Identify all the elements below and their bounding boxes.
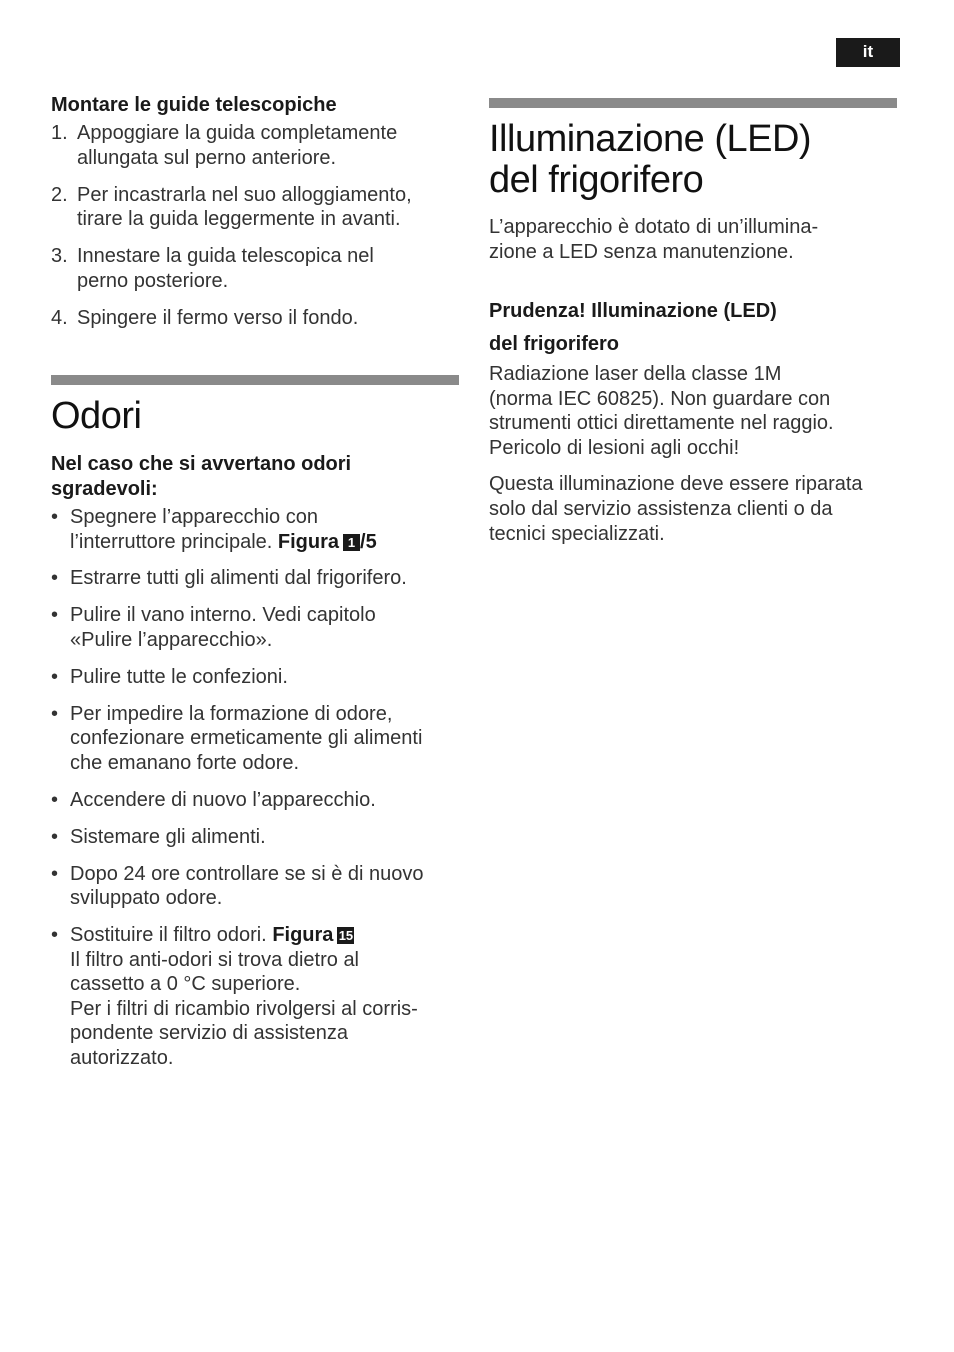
intro-line: Nel caso che si avvertano odori xyxy=(51,453,352,475)
bullet-text: Sostituire il filtro odori. Figura 15 xyxy=(70,924,354,947)
bullet-dot: • xyxy=(51,506,59,528)
intro-line: sgradevoli: xyxy=(51,478,158,500)
bullet-text: Il filtro anti-odori si trova dietro al xyxy=(70,948,360,971)
bullet-text: che emanano forte odore. xyxy=(70,751,300,774)
list-item xyxy=(51,825,461,850)
bullet-text: pondente servizio di assistenza xyxy=(70,1022,348,1045)
odori-body xyxy=(51,452,461,1083)
body-line: L’apparecchio è dotato di un’illumina- xyxy=(489,216,819,238)
bullet-dot: • xyxy=(51,604,59,627)
bullet-text: «Pulire l’apparecchio». xyxy=(70,628,273,651)
body-line: zione a LED senza manutenzione. xyxy=(489,240,794,263)
bullet-dot: • xyxy=(51,862,59,885)
bullet-text: sviluppato odore. xyxy=(70,887,223,910)
body-line: solo dal servizio assistenza clienti o da xyxy=(489,497,833,520)
bullet-text: l’interruttore principale. Figura 1 /5 xyxy=(70,530,377,553)
bullet-text: Accendere di nuovo l’apparecchio. xyxy=(70,788,376,811)
list-item xyxy=(51,306,461,331)
section-divider xyxy=(489,98,897,108)
step-text: allungata sul perno anteriore. xyxy=(77,146,337,169)
bullet-text: Sistemare gli alimenti. xyxy=(70,825,266,848)
step-text: Appoggiare la guida completamente xyxy=(77,122,398,144)
led-section xyxy=(489,119,901,201)
paragraph xyxy=(489,472,901,546)
odori-section xyxy=(51,396,461,437)
bullet-text: Pulire tutte le confezioni. xyxy=(70,665,288,688)
warning-heading xyxy=(489,295,901,361)
bullet-dot: • xyxy=(51,567,59,590)
paragraph xyxy=(489,362,901,460)
step-text: tirare la guida leggermente in avanti. xyxy=(77,208,401,231)
odori-intro xyxy=(51,452,461,502)
bullet-dot: • xyxy=(51,788,59,811)
section-title xyxy=(489,119,901,201)
list-item xyxy=(51,505,461,554)
figure-number-badge: 15 xyxy=(338,928,354,944)
list-item xyxy=(51,665,461,690)
bullet-text: Per i filtri di ricambio rivolgersi al corris- xyxy=(70,997,418,1020)
bullet-dot: • xyxy=(51,924,59,947)
warning-body xyxy=(489,362,901,546)
bullet-dot: • xyxy=(51,702,59,725)
step-text: Per incastrarla nel suo alloggiamento, xyxy=(77,183,412,206)
list-item xyxy=(51,566,461,591)
bullet-text: Per impedire la formazione di odore, xyxy=(70,702,393,725)
body-line: strumenti ottici direttamente nel raggio. xyxy=(489,412,834,435)
list-item xyxy=(51,923,461,1071)
figure-suffix: /5 xyxy=(360,530,377,553)
warning-heading-line: Prudenza! Illuminazione (LED) xyxy=(489,300,777,322)
section-divider xyxy=(51,375,459,385)
telescopic-steps xyxy=(51,121,461,331)
language-tab: it xyxy=(836,38,900,67)
step-text: perno posteriore. xyxy=(77,269,229,292)
figure-number-badge: 1 xyxy=(343,534,360,551)
step-text: Spingere il fermo verso il fondo. xyxy=(77,307,359,330)
step-text: Innestare la guida telescopica nel xyxy=(77,245,374,268)
warning-heading-line: del frigorifero xyxy=(489,333,620,355)
list-item xyxy=(51,244,461,293)
figure-reference: Figura xyxy=(277,530,340,553)
section-title: Odori xyxy=(51,395,142,437)
body-line: Radiazione laser della classe 1M xyxy=(489,363,782,385)
list-item xyxy=(51,788,461,813)
bullet-dot: • xyxy=(51,665,59,688)
list-item xyxy=(51,121,461,170)
bullet-text: Dopo 24 ore controllare se si è di nuovo xyxy=(70,862,424,885)
list-item xyxy=(51,183,461,232)
bullet-text: autorizzato. xyxy=(70,1047,174,1070)
telescopic-heading: Montare le guide telescopiche xyxy=(51,94,337,116)
step-number: 4. xyxy=(51,307,68,330)
title-line: del frigorifero xyxy=(489,159,704,201)
bullet-text: Pulire il vano interno. Vedi capitolo xyxy=(70,604,376,627)
bullet-text: confezionare ermeticamente gli alimenti xyxy=(70,727,423,750)
figure-reference: Figura xyxy=(272,924,334,947)
telescopic-section xyxy=(51,93,461,343)
body-line: Pericolo di lesioni agli occhi! xyxy=(489,436,740,459)
led-intro xyxy=(489,215,901,264)
odori-bullets xyxy=(51,505,461,1071)
bullet-dot: • xyxy=(51,825,59,848)
step-number: 3. xyxy=(51,245,68,268)
step-number: 1. xyxy=(51,122,68,144)
bullet-text: Estrarre tutti gli alimenti dal frigorifero. xyxy=(70,567,407,590)
title-line: Illuminazione (LED) xyxy=(489,118,812,160)
body-line: tecnici specializzati. xyxy=(489,522,665,545)
body-line: Questa illuminazione deve essere riparata xyxy=(489,473,863,496)
body-line: (norma IEC 60825). Non guardare con xyxy=(489,387,831,410)
list-item xyxy=(51,603,461,652)
list-item xyxy=(51,862,461,911)
list-item xyxy=(51,702,461,776)
bullet-text: Spegnere l’apparecchio con xyxy=(70,506,318,528)
step-number: 2. xyxy=(51,183,68,206)
bullet-text: cassetto a 0 °C superiore. xyxy=(70,973,301,996)
